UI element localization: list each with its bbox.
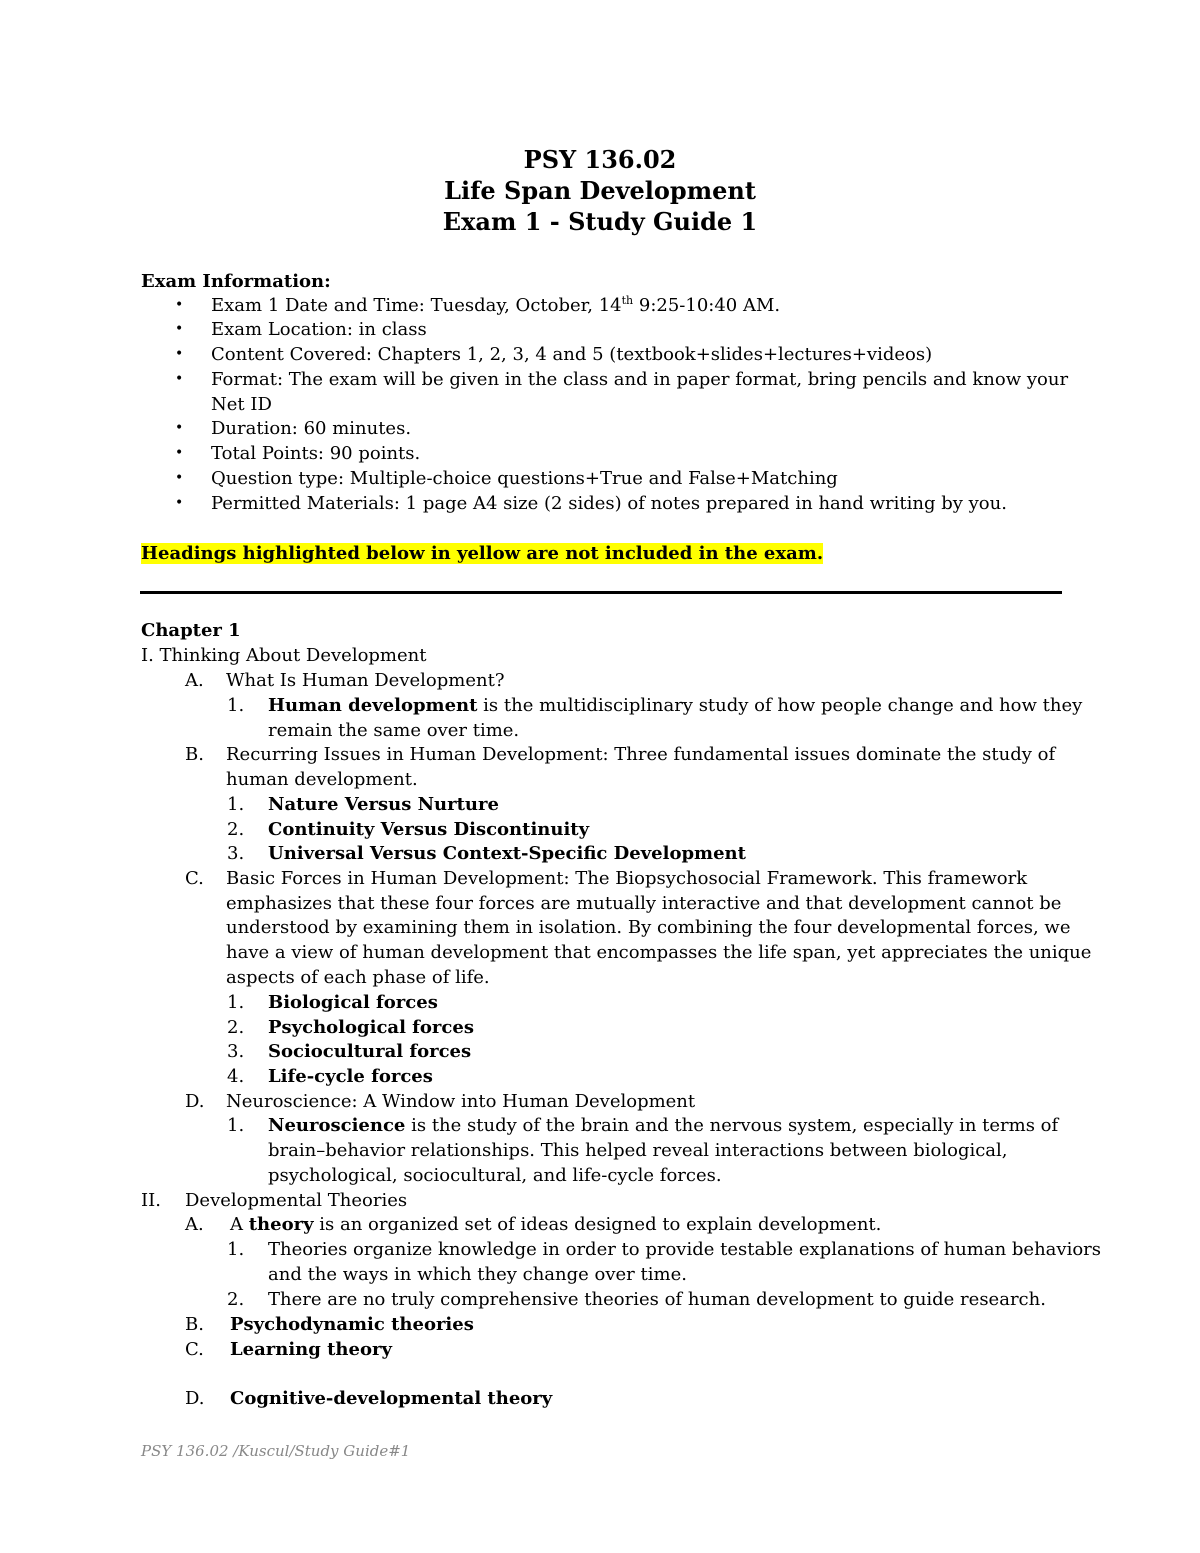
outline-item: What Is Human Development?: [226, 670, 505, 691]
outline-item: Psychodynamic theories: [230, 1314, 474, 1335]
outline-item-continued: have a view of human development that encompasses the life span, yet appreciates the unique: [226, 942, 1092, 963]
section-heading: I. Thinking About Development: [141, 645, 427, 666]
outline-marker: A.: [185, 1214, 204, 1235]
outline-marker: B.: [185, 1314, 204, 1335]
outline-marker: C.: [185, 868, 204, 889]
outline-item: Neuroscience: A Window into Human Development: [226, 1091, 696, 1112]
outline-item: Human development is the multidisciplinary study of how people change and how they: [268, 695, 1083, 716]
document-title: Exam 1 - Study Guide 1: [442, 207, 758, 236]
exam-info-item: Duration: 60 minutes.: [211, 418, 412, 439]
outline-item: Cognitive-developmental theory: [230, 1388, 553, 1409]
outline-marker: 1.: [227, 794, 245, 815]
outline-marker: 4.: [227, 1066, 245, 1087]
outline-item: Life-cycle forces: [268, 1066, 433, 1087]
outline-item-continued: understood by examining them in isolation. By combining the four developmental forces, we: [226, 917, 1071, 938]
outline-marker: 1.: [227, 992, 245, 1013]
bullet-icon: •: [175, 420, 184, 436]
outline-marker: 3.: [227, 1041, 245, 1062]
outline-item: Theories organize knowledge in order to provide testable explanations of human behaviors: [268, 1239, 1102, 1260]
outline-item: Recurring Issues in Human Development: Three fundamental issues dominate the study of: [226, 744, 1056, 765]
bullet-icon: •: [175, 321, 184, 337]
exam-info-item: Permitted Materials: 1 page A4 size (2 sides) of notes prepared in hand writing by you.: [211, 493, 1007, 514]
outline-item: A theory is an organized set of ideas designed to explain development.: [230, 1214, 882, 1235]
bullet-icon: •: [175, 346, 184, 362]
chapter-heading: Chapter 1: [141, 620, 241, 641]
outline-item: Universal Versus Context-Specific Development: [268, 843, 746, 864]
outline-item: Neuroscience is the study of the brain and the nervous system, especially in terms of: [268, 1115, 1059, 1136]
outline-marker: D.: [185, 1091, 205, 1112]
outline-marker: 3.: [227, 843, 245, 864]
section-heading: Developmental Theories: [185, 1190, 408, 1211]
outline-marker: 1.: [227, 695, 245, 716]
course-code: PSY 136.02: [523, 145, 677, 174]
outline-item: Learning theory: [230, 1339, 392, 1360]
outline-item: Basic Forces in Human Development: The Biopsychosocial Framework. This framework: [226, 868, 1028, 889]
course-title: Life Span Development: [444, 176, 756, 205]
outline-marker: 2.: [227, 1289, 245, 1310]
outline-item: Nature Versus Nurture: [268, 794, 499, 815]
exam-info-item-continued: Net ID: [211, 394, 272, 415]
outline-marker: D.: [185, 1388, 205, 1409]
outline-marker: 1.: [227, 1239, 245, 1260]
exam-info-item: Exam 1 Date and Time: Tuesday, October, 14th 9:25-10:40 AM.: [211, 294, 781, 316]
highlight-notice: Headings highlighted below in yellow are not included in the exam.: [141, 543, 824, 564]
outline-item: Sociocultural forces: [268, 1041, 472, 1062]
bullet-icon: •: [175, 297, 184, 313]
outline-marker: B.: [185, 744, 204, 765]
outline-item: Continuity Versus Discontinuity: [268, 819, 590, 840]
page-footer: PSY 136.02 /Kuscul/Study Guide#1: [141, 1442, 411, 1460]
exam-info-item: Total Points: 90 points.: [211, 443, 421, 464]
outline-item: Psychological forces: [268, 1017, 474, 1038]
exam-info-item: Content Covered: Chapters 1, 2, 3, 4 and 5 (textbook+slides+lectures+videos): [211, 344, 933, 365]
exam-info-item: Exam Location: in class: [211, 319, 427, 340]
outline-item-continued: and the ways in which they change over time.: [268, 1264, 687, 1285]
bullet-icon: •: [175, 445, 184, 461]
outline-item-continued: brain–behavior relationships. This helped reveal interactions between biological,: [268, 1140, 1008, 1161]
outline-item-continued: human development.: [226, 769, 418, 790]
horizontal-divider: [140, 591, 1062, 594]
exam-info-item: Question type: Multiple-choice questions+True and False+Matching: [211, 468, 838, 489]
outline-item-continued: emphasizes that these four forces are mutually interactive and that development cannot be: [226, 893, 1062, 914]
bullet-icon: •: [175, 470, 184, 486]
outline-item: There are no truly comprehensive theories of human development to guide research.: [268, 1289, 1046, 1310]
outline-item-continued: aspects of each phase of life.: [226, 967, 490, 988]
outline-marker: 2.: [227, 819, 245, 840]
outline-marker: A.: [185, 670, 204, 691]
outline-item-continued: remain the same over time.: [268, 720, 520, 741]
outline-item-continued: psychological, sociocultural, and life-cycle forces.: [268, 1165, 722, 1186]
bullet-icon: •: [175, 371, 184, 387]
outline-marker: C.: [185, 1339, 204, 1360]
bullet-icon: •: [175, 495, 184, 511]
outline-marker: II.: [141, 1190, 161, 1211]
outline-marker: 2.: [227, 1017, 245, 1038]
outline-item: Biological forces: [268, 992, 438, 1013]
exam-info-heading: Exam Information:: [141, 271, 331, 292]
exam-info-item: Format: The exam will be given in the class and in paper format, bring pencils and know your: [211, 369, 1069, 390]
outline-marker: 1.: [227, 1115, 245, 1136]
